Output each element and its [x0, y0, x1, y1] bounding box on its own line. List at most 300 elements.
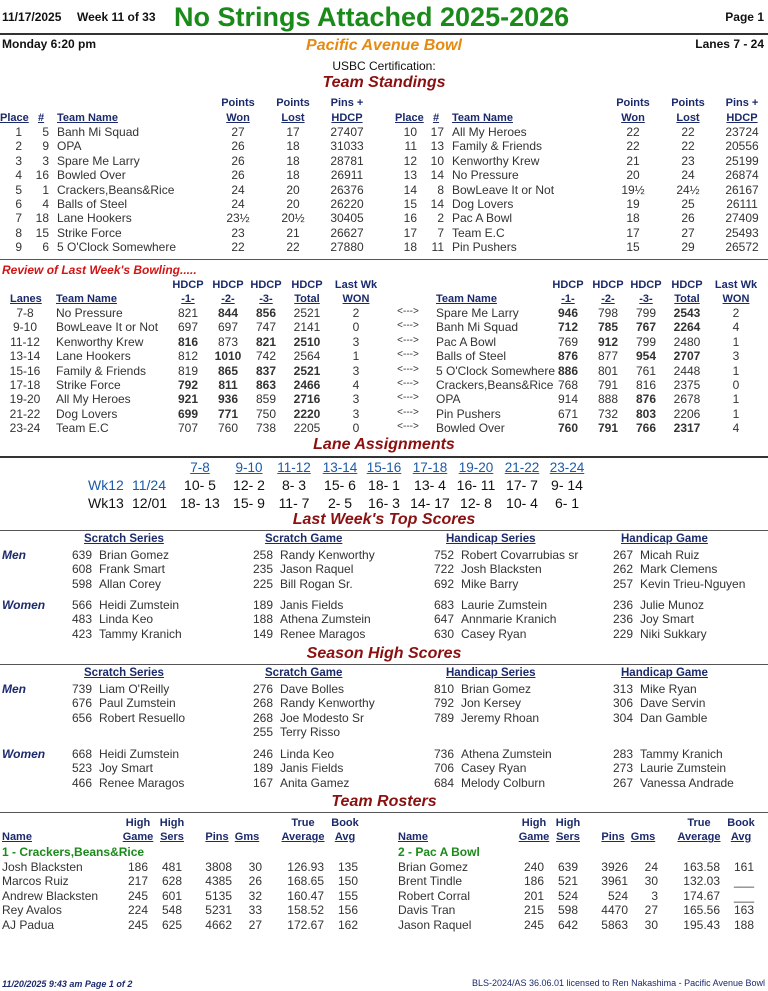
standing-pins-hdcp: 27409	[725, 211, 759, 226]
review-points-won: 2	[352, 306, 360, 320]
review-total: 2510	[293, 334, 321, 349]
review-points-won: 1	[732, 363, 740, 378]
review-game-score: 747	[255, 320, 277, 335]
standing-team-name: Bowled Over	[57, 168, 126, 183]
bowler-name: Frank Smart	[99, 562, 166, 577]
bowler-name: Mike Ryan	[640, 682, 697, 696]
standing-points-won: 24	[231, 197, 245, 211]
lane-matchup: 12- 2	[233, 477, 265, 493]
roster-team-name: 1 - Crackers,Beans&Rice	[2, 845, 145, 859]
standing-points-lost: 23	[681, 153, 695, 168]
player-name: Andrew Blacksten	[2, 888, 99, 903]
bowler-name: Laurie Zumstein	[461, 598, 548, 612]
standing-place: 6	[15, 197, 22, 211]
header-hdcp-game: -2-	[601, 293, 615, 305]
player-pins: 4385	[205, 874, 232, 889]
player-games: 3	[651, 888, 658, 903]
standing-points-lost: 22	[286, 240, 300, 255]
score-value: 523	[71, 761, 92, 776]
header-book-average: Book	[727, 817, 755, 829]
standing-team-number: 2	[437, 211, 444, 226]
standing-team-number: 10	[430, 153, 444, 168]
player-pins: 3926	[601, 860, 628, 874]
vs-arrow: <--->	[397, 320, 419, 332]
lane-pair-header: 9-10	[235, 460, 263, 475]
standing-team-name: Crackers,Beans&Rice	[57, 182, 175, 197]
bowler-name: Renee Maragos	[99, 775, 185, 790]
header-last-week-won: WON	[722, 293, 750, 305]
review-lanes: 7-8	[16, 306, 34, 320]
header-true-average: True	[291, 817, 315, 829]
review-total: 2716	[293, 392, 321, 407]
standing-pins-hdcp: 26220	[330, 197, 364, 211]
review-lanes: 17-18	[9, 378, 41, 392]
review-game-score: 671	[557, 406, 579, 421]
standing-team-name: Kenworthy Krew	[452, 153, 540, 168]
standing-points-lost: 26	[681, 211, 695, 226]
standing-place: 5	[15, 182, 22, 197]
standing-team-number: 14	[430, 168, 444, 183]
header-last-week-won: Last Wk	[714, 279, 758, 291]
bowler-name: Kevin Trieu-Nguyen	[640, 576, 746, 591]
header-team-name: Team Name	[57, 112, 118, 124]
standing-pins-hdcp: 26376	[330, 182, 364, 197]
review-game-score: 760	[217, 421, 239, 436]
page-label: Page 1	[725, 10, 764, 24]
review-total: 2317	[673, 421, 701, 436]
standing-points-won: 18	[626, 211, 640, 226]
player-true-average: 168.65	[287, 874, 324, 889]
review-game-score: 821	[177, 306, 199, 320]
lane-pair-header: 13-14	[322, 460, 358, 475]
player-pins: 4470	[601, 903, 628, 918]
score-value: 267	[612, 775, 633, 790]
player-games: 33	[248, 903, 262, 918]
lane-matchup: 15- 9	[233, 495, 265, 511]
bowler-name: Anita Gamez	[280, 775, 350, 790]
standing-points-lost: 22	[681, 139, 695, 154]
review-team-name: No Pressure	[56, 306, 123, 320]
league-title: No Strings Attached 2025-2026	[174, 2, 570, 32]
player-name: AJ Padua	[2, 917, 55, 932]
header-points-won: Points	[616, 97, 650, 109]
header-pins: Pins	[601, 831, 625, 843]
vs-arrow: <--->	[397, 306, 419, 317]
review-points-won: 1	[732, 392, 740, 407]
standing-team-number: 18	[35, 211, 49, 226]
lane-matchup: 10- 5	[184, 477, 216, 493]
review-game-score: 798	[597, 306, 619, 320]
review-points-won: 4	[732, 320, 740, 335]
bowling-center: Pacific Avenue Bowl	[306, 37, 462, 54]
standing-place: 18	[403, 240, 417, 255]
standing-pins-hdcp: 26572	[725, 240, 759, 255]
player-high-series: 639	[557, 860, 578, 874]
review-team-name: BowLeave It or Not	[56, 320, 159, 335]
standing-points-lost: 18	[286, 139, 300, 154]
review-total: 2521	[293, 363, 321, 378]
player-high-series: 521	[557, 874, 578, 889]
lane-matchup: 13- 4	[414, 477, 446, 493]
standing-team-name: Lane Hookers	[57, 211, 132, 226]
header-pins-hdcp: HDCP	[726, 112, 758, 124]
review-lanes: 11-12	[10, 334, 40, 349]
header-hdcp-game: -3-	[259, 293, 273, 305]
header-games: Gms	[234, 831, 260, 843]
lane-pair-header: 23-24	[549, 460, 585, 475]
score-value: 792	[433, 696, 454, 711]
review-game-score: 766	[635, 421, 657, 436]
lane-matchup: 9- 14	[551, 477, 583, 493]
review-total: 2264	[673, 320, 701, 335]
bowler-name: Tammy Kranich	[99, 626, 182, 641]
standing-place: 11	[404, 139, 417, 154]
score-value: 736	[433, 747, 454, 761]
standing-team-name: Pac A Bowl	[452, 211, 513, 226]
review-lanes: 23-24	[9, 421, 41, 436]
score-value: 676	[71, 696, 92, 711]
standing-team-number: 3	[42, 153, 49, 168]
standing-place: 1	[15, 125, 22, 139]
review-team-name: Dog Lovers	[56, 406, 118, 421]
standing-team-name: Strike Force	[57, 225, 122, 240]
standing-team-name: 5 O'Clock Somewhere	[57, 240, 177, 255]
header-points-lost: Points	[671, 97, 705, 109]
women-label: Women	[2, 598, 46, 612]
review-game-score: 876	[635, 392, 657, 407]
vs-arrow: <--->	[397, 392, 419, 404]
review-lanes: 19-20	[9, 392, 41, 407]
bowler-name: Paul Zumstein	[99, 696, 176, 711]
standing-place: 14	[403, 182, 417, 197]
score-value: 566	[71, 598, 92, 612]
review-team-name: Balls of Steel	[436, 349, 507, 364]
score-value: 789	[433, 710, 454, 725]
review-game-score: 697	[177, 320, 199, 335]
header-points-won: Won	[621, 112, 645, 124]
lane-assignments-title: Lane Assignments	[313, 436, 455, 453]
standing-points-lost: 21	[286, 225, 300, 240]
player-high-game: 245	[127, 917, 148, 932]
lane-matchup: 11- 7	[278, 495, 310, 511]
review-game-score: 761	[635, 363, 657, 378]
score-value: 656	[71, 710, 92, 725]
standing-team-name: Pin Pushers	[452, 240, 517, 255]
player-pins: 5863	[601, 917, 628, 932]
review-game-score: 803	[635, 406, 657, 421]
standing-points-lost: 20	[286, 197, 300, 211]
score-category-header: Handicap Series	[446, 533, 536, 545]
standing-team-number: 1	[42, 182, 49, 197]
header-hdcp-game: HDCP	[172, 279, 204, 291]
standing-team-number: 14	[430, 197, 444, 211]
player-book-average: 155	[337, 888, 358, 903]
player-high-game: 186	[523, 874, 544, 889]
player-book-average: 161	[733, 860, 754, 874]
review-points-won: 3	[352, 392, 360, 407]
standing-pins-hdcp: 26874	[725, 168, 759, 183]
header-high-series: High	[555, 817, 581, 829]
women-label: Women	[2, 747, 46, 761]
header-last-week-won: Last Wk	[334, 279, 378, 291]
player-true-average: 158.52	[287, 903, 324, 918]
player-true-average: 126.93	[287, 860, 324, 874]
bowler-name: Janis Fields	[280, 598, 344, 612]
standing-team-name: BowLeave It or Not	[452, 182, 555, 197]
score-value: 752	[433, 548, 454, 562]
bowler-name: Tammy Kranich	[640, 747, 723, 761]
standing-team-number: 17	[430, 125, 444, 139]
player-high-series: 628	[161, 874, 182, 889]
review-total: 2480	[673, 334, 701, 349]
player-high-game: 224	[127, 903, 148, 918]
player-book-average: ___	[733, 874, 754, 889]
review-game-score: 873	[217, 334, 239, 349]
player-high-series: 548	[161, 903, 182, 918]
review-game-score: 697	[217, 320, 239, 335]
review-points-won: 3	[352, 334, 360, 349]
review-total: 2220	[293, 406, 321, 421]
score-value: 273	[612, 761, 633, 776]
score-value: 306	[612, 696, 633, 711]
standing-points-lost: 18	[286, 153, 300, 168]
review-team-name: Spare Me Larry	[436, 306, 519, 320]
player-name: Davis Tran	[398, 903, 456, 918]
score-value: 639	[71, 548, 92, 562]
player-pins: 5231	[205, 903, 232, 918]
standing-pins-hdcp: 26111	[726, 197, 758, 211]
header-hdcp-game: HDCP	[212, 279, 244, 291]
bowler-name: Jason Raquel	[280, 562, 354, 577]
player-name: Marcos Ruiz	[2, 874, 69, 889]
review-total: 2543	[673, 306, 701, 320]
review-game-score: 811	[218, 378, 238, 392]
review-team-name: Kenworthy Krew	[56, 334, 144, 349]
bowler-name: Bill Rogan Sr.	[280, 576, 353, 591]
lane-matchup: 6- 1	[554, 495, 580, 511]
standing-points-won: 22	[626, 139, 640, 154]
player-high-game: 217	[127, 874, 148, 889]
header-hdcp-game: -1-	[181, 293, 195, 305]
review-points-won: 3	[352, 406, 360, 421]
bowler-name: Terry Risso	[280, 725, 341, 740]
player-book-average: ___	[733, 888, 754, 903]
bowler-name: Joy Smart	[99, 761, 154, 776]
review-team-name: Crackers,Beans&Rice	[436, 378, 554, 392]
player-games: 30	[644, 917, 658, 932]
review-lanes: 13-14	[9, 349, 41, 364]
header-pins-hdcp: Pins +	[725, 97, 759, 109]
player-pins: 4662	[205, 917, 232, 932]
score-value: 225	[252, 576, 273, 591]
lanes-range: Lanes 7 - 24	[695, 37, 764, 51]
header-pins-hdcp: HDCP	[331, 112, 363, 124]
header-pins-hdcp: Pins +	[330, 97, 364, 109]
header-hdcp-total: Total	[674, 293, 700, 305]
score-value: 235	[252, 562, 273, 577]
player-high-game: 240	[523, 860, 544, 874]
lane-matchup: 2- 5	[327, 495, 353, 511]
week-label: Wk12	[88, 477, 124, 493]
bowler-name: Robert Covarrubias sr	[461, 548, 579, 562]
standing-points-won: 24	[231, 182, 245, 197]
player-true-average: 132.03	[683, 874, 720, 889]
score-value: 267	[612, 548, 633, 562]
review-team-name: Pac A Bowl	[436, 334, 497, 349]
review-team-name: Lane Hookers	[56, 349, 131, 364]
lane-pair-header: 7-8	[190, 460, 210, 475]
header-high-game: Game	[122, 831, 154, 843]
review-game-score: 760	[557, 421, 579, 436]
bowler-name: Josh Blacksten	[461, 562, 542, 577]
review-team-name: Team E.C	[56, 421, 109, 436]
player-pins: 3808	[205, 860, 232, 874]
standing-pins-hdcp: 26167	[725, 182, 759, 197]
standing-team-number: 6	[42, 240, 49, 255]
bowler-name: Mark Clemens	[640, 562, 718, 577]
standing-place: 16	[403, 211, 417, 226]
score-value: 598	[71, 576, 92, 591]
review-game-score: 712	[557, 320, 579, 335]
review-game-score: 750	[255, 406, 277, 421]
bowler-name: Niki Sukkary	[640, 626, 707, 641]
player-name: Brent Tindle	[398, 874, 463, 889]
score-value: 313	[612, 682, 633, 696]
review-game-score: 785	[597, 320, 619, 335]
score-value: 283	[612, 747, 633, 761]
standing-team-number: 16	[35, 168, 49, 183]
standing-place: 2	[15, 139, 22, 154]
review-game-score: 844	[217, 306, 239, 320]
standing-points-won: 26	[231, 168, 245, 183]
lane-pair-header: 17-18	[412, 460, 448, 475]
score-value: 149	[252, 626, 273, 641]
lane-matchup: 12- 8	[460, 495, 492, 511]
review-game-score: 792	[177, 378, 199, 392]
score-value: 276	[252, 682, 273, 696]
standing-team-number: 15	[35, 225, 49, 240]
vs-arrow: <--->	[397, 378, 419, 389]
lane-matchup: 15- 6	[324, 477, 356, 493]
review-game-score: 791	[597, 378, 619, 392]
review-total: 2448	[673, 363, 701, 378]
player-high-series: 601	[161, 888, 182, 903]
score-value: 304	[612, 710, 633, 725]
header-place: Place	[395, 112, 424, 124]
bowler-name: Jeremy Rhoan	[461, 710, 540, 725]
header-lanes: Lanes	[10, 293, 42, 305]
player-high-series: 481	[161, 860, 182, 874]
rosters-title: Team Rosters	[331, 793, 437, 810]
vs-arrow: <--->	[397, 406, 419, 418]
standing-points-lost: 25	[681, 197, 695, 211]
bowler-name: Linda Keo	[280, 747, 335, 761]
report-date: 11/17/2025	[2, 10, 62, 24]
score-category-header: Scratch Game	[265, 667, 343, 679]
standing-points-won: 15	[626, 240, 640, 255]
header-hdcp-total: Total	[294, 293, 320, 305]
review-total: 2521	[293, 306, 321, 320]
standing-pins-hdcp: 25199	[725, 153, 759, 168]
standing-place: 13	[403, 168, 417, 183]
standing-team-name: Balls of Steel	[57, 197, 128, 211]
bowler-name: Robert Resuello	[99, 710, 186, 725]
score-value: 189	[252, 598, 273, 612]
header-pins: Pins	[205, 831, 229, 843]
bowler-name: Athena Zumstein	[280, 612, 371, 627]
player-high-game: 201	[523, 888, 544, 903]
review-game-score: 886	[557, 363, 579, 378]
bowler-name: Heidi Zumstein	[99, 747, 180, 761]
standing-pins-hdcp: 27880	[330, 240, 364, 255]
standing-place: 10	[403, 125, 417, 139]
player-games: 30	[248, 860, 262, 874]
header-true-average: Average	[281, 831, 325, 843]
header-true-average: True	[687, 817, 711, 829]
standing-team-number: 13	[430, 139, 444, 154]
standing-points-lost: 17	[286, 125, 300, 139]
review-total: 2707	[673, 349, 701, 364]
review-lanes: 9-10	[12, 320, 38, 335]
player-book-average: 163	[733, 903, 754, 918]
score-value: 423	[71, 626, 92, 641]
score-value: 739	[71, 682, 92, 696]
standing-points-won: 23	[231, 225, 245, 240]
review-points-won: 0	[352, 320, 360, 335]
review-title: Review of Last Week's Bowling.....	[2, 263, 197, 277]
score-value: 706	[433, 761, 454, 776]
player-games: 27	[644, 903, 658, 918]
standing-pins-hdcp: 26911	[330, 168, 364, 183]
standing-pins-hdcp: 30405	[330, 211, 364, 226]
player-true-average: 163.58	[683, 860, 720, 874]
standing-pins-hdcp: 31033	[330, 139, 364, 154]
score-value: 630	[433, 626, 454, 641]
score-value: 236	[612, 612, 633, 627]
score-value: 810	[433, 682, 454, 696]
standing-points-lost: 27	[681, 225, 695, 240]
review-team-name: Strike Force	[56, 378, 121, 392]
review-total: 2466	[293, 378, 321, 392]
player-name: Brian Gomez	[398, 860, 469, 874]
review-game-score: 732	[597, 406, 619, 421]
standing-place: 17	[403, 225, 417, 240]
lane-matchup: 8- 3	[281, 477, 307, 493]
bowler-name: Dan Gamble	[640, 710, 708, 725]
review-game-score: 791	[597, 421, 619, 436]
bowler-name: Laurie Zumstein	[640, 761, 727, 776]
vs-arrow: <--->	[397, 363, 419, 375]
review-points-won: 0	[732, 378, 740, 392]
review-game-score: 816	[177, 334, 199, 349]
standing-team-name: Dog Lovers	[452, 197, 514, 211]
player-high-series: 598	[557, 903, 578, 918]
standing-points-won: 19½	[621, 182, 645, 197]
review-game-score: 767	[635, 320, 657, 335]
standing-place: 15	[403, 197, 417, 211]
lane-pair-header: 15-16	[366, 460, 402, 475]
standing-team-number: 9	[42, 139, 49, 154]
score-category-header: Handicap Game	[621, 667, 708, 679]
header-hdcp-game: HDCP	[250, 279, 282, 291]
review-game-score: 954	[635, 349, 657, 364]
lane-matchup: 18- 1	[368, 477, 400, 493]
standing-points-won: 21	[626, 153, 640, 168]
header-name: Name	[398, 831, 428, 843]
week-date: 12/01	[132, 495, 168, 511]
standing-team-name: OPA	[57, 139, 82, 154]
standing-points-won: 19	[626, 197, 640, 211]
